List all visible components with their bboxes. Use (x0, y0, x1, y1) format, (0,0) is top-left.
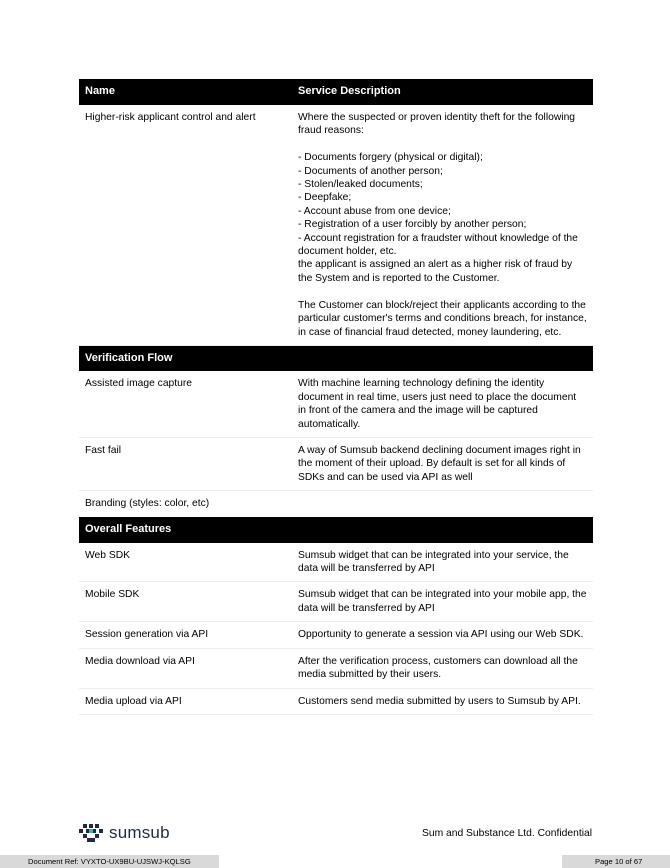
row-description: Sumsub widget that can be integrated into your mobile app, the data will be transferred by API (292, 582, 593, 622)
row-description (292, 491, 593, 517)
row-name: Fast fail (79, 438, 292, 491)
row-name: Media upload via API (79, 688, 292, 714)
document-reference: Document Ref: VYXTO-UX9BU-UJSWJ-KQLSG (0, 855, 219, 868)
row-description: With machine learning technology defining the identity document in real time, users just need to place the document in front of the camera and the image will be captured automatically. (292, 371, 593, 437)
row-description: Sumsub widget that can be integrated into your service, the data will be transferred by API (292, 543, 593, 582)
row-name: Web SDK (79, 543, 292, 582)
row-description: After the verification process, customers can download all the media submitted by their users. (292, 648, 593, 688)
table-row (79, 648, 593, 688)
sumsub-logo-icon (79, 824, 105, 842)
section-header-overall-features (79, 517, 593, 543)
table-row (79, 438, 593, 491)
logo-text: sumsub (109, 823, 170, 842)
table-row (79, 582, 593, 622)
row-description: Opportunity to generate a session via API using our Web SDK. (292, 622, 593, 648)
table-header-row (79, 79, 593, 105)
table-row (79, 622, 593, 648)
row-name: Mobile SDK (79, 582, 292, 622)
section-title: Overall Features (79, 517, 593, 543)
header-name: Name (79, 79, 292, 105)
row-name: Branding (styles: color, etc) (85, 498, 210, 510)
section-title: Verification Flow (79, 345, 593, 371)
services-table (79, 79, 593, 715)
row-description: A way of Sumsub backend declining document images right in the moment of their upload. By default is set for all kinds of SDKs and can be used via API as well (292, 438, 593, 491)
header-description: Service Description (292, 79, 593, 105)
row-description: Customers send media submitted by users to Sumsub by API. (292, 688, 593, 714)
row-name: Session generation via API (79, 622, 292, 648)
table-row (79, 491, 593, 517)
table-row (79, 105, 593, 345)
row-name: Higher-risk applicant control and alert (79, 105, 292, 345)
sumsub-logo (79, 822, 170, 844)
row-description: Where the suspected or proven identity theft for the following fraud reasons: - Documents forgery (physical or digital); - Documents of another person; - Stolen/leaked documents; - Deepfake; - Account abuse from one device; - Registration of a user forcibly by another person; - Account registration for a fraudster without knowledge of the document holder, etc. the applicant is assigned an alert as a higher risk of fraud by the System and is reported to the Customer. The Customer can block/reject their applicants according to the particular customer's terms and conditions breach, for instance, in case of financial fraud detected, money laundering, etc. (292, 105, 593, 345)
row-name: Media download via API (79, 648, 292, 688)
section-header-verification-flow (79, 345, 593, 371)
row-name: Assisted image capture (79, 371, 292, 437)
table-row (79, 371, 593, 437)
table-row (79, 543, 593, 582)
table-row (79, 688, 593, 714)
page-number: Page 10 of 67 (562, 855, 670, 868)
confidential-notice: Sum and Substance Ltd. Confidential (421, 828, 592, 839)
